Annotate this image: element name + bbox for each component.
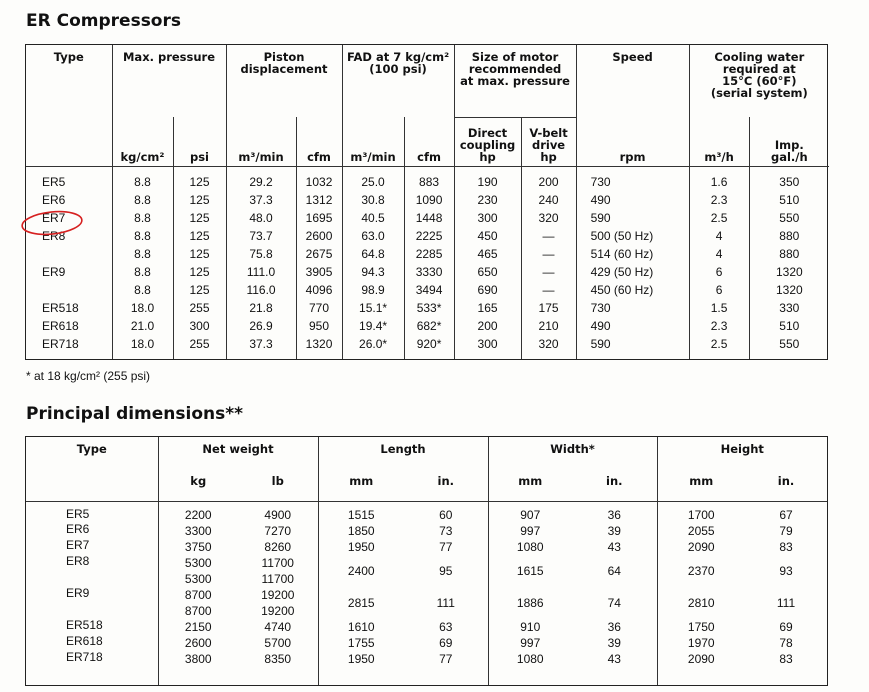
- compressors-table: [25, 44, 828, 360]
- cell-w-mm: 1615: [516, 564, 544, 579]
- cell-pd-m3: 116.0: [226, 281, 296, 299]
- cell-kg: 8.8: [112, 263, 173, 281]
- cell-m3h: 1.5: [689, 299, 749, 317]
- table-row: [26, 167, 829, 191]
- cell-len-mm: 1950: [347, 540, 375, 555]
- cell-len-in: 60: [404, 501, 488, 523]
- cell-len-mm: 2815: [347, 596, 375, 611]
- cell-pd-cfm: 950: [296, 317, 342, 335]
- header-motor: Size of motor recommended at max. pressure: [454, 45, 576, 117]
- unit-psi: psi: [173, 117, 226, 167]
- cell-vbelt: —: [521, 227, 576, 245]
- cell-gal: 550: [779, 210, 800, 225]
- cell-pd-m3: 111.0: [226, 263, 296, 281]
- cell-fad-m3: 63.0: [342, 227, 404, 245]
- table-row: [26, 317, 829, 335]
- cell-w-in: 39: [572, 635, 657, 651]
- cell-len-in: 69: [404, 635, 488, 651]
- cell-direct: 165: [454, 299, 521, 317]
- cell-m3h: 4: [689, 245, 749, 263]
- cell-fad-cfm: 2285: [404, 245, 454, 263]
- cell-pd-m3: 37.3: [226, 191, 296, 209]
- table-row: [26, 209, 829, 227]
- table-row: [26, 651, 827, 667]
- cell-h-mm: 2090: [687, 652, 715, 667]
- cell-fad-cfm: 2225: [404, 227, 454, 245]
- cell-pd-m3: 37.3: [226, 335, 296, 353]
- cell-pd-cfm: 1695: [296, 209, 342, 227]
- cell-w-in: 64: [572, 555, 657, 587]
- header-imp-gal: Imp. gal./h: [749, 117, 829, 167]
- cell-lb: 8350: [238, 651, 318, 667]
- cell-fad-cfm: 3330: [404, 263, 454, 281]
- unit-cfm: cfm: [296, 117, 342, 167]
- cell-m3h: 1.6: [689, 167, 749, 191]
- cell-lb: 19200: [238, 587, 318, 603]
- table-row: [26, 635, 827, 651]
- cell-w-mm: 907: [520, 508, 541, 523]
- cell-vbelt: 320: [521, 335, 576, 353]
- cell-w-in: 36: [572, 619, 657, 635]
- cell-fad-m3: 19.4*: [342, 317, 404, 335]
- cell-kg: 5300: [184, 556, 212, 571]
- cell-w-mm: 1886: [516, 596, 544, 611]
- cell-psi: 125: [173, 245, 226, 263]
- dim-header-height: Height: [720, 442, 764, 457]
- cell-vbelt: 210: [521, 317, 576, 335]
- cell-w-mm: 910: [520, 620, 541, 635]
- cell-len-mm: 1755: [347, 636, 375, 651]
- cell-gal: 510: [779, 318, 800, 333]
- cell-pd-m3: 21.8: [226, 299, 296, 317]
- table-row: [26, 263, 829, 281]
- cell-gal: 350: [779, 175, 800, 190]
- cell-psi: 125: [173, 263, 226, 281]
- cell-fad-cfm: 3494: [404, 281, 454, 299]
- cell-h-mm: 2055: [687, 524, 715, 539]
- table-row: [26, 335, 829, 353]
- cell-kg: 3800: [184, 652, 212, 667]
- header-cooling: Cooling water required at 15°C (60°F) (serial system): [710, 50, 808, 100]
- unit-cfm-fad: cfm: [404, 117, 454, 167]
- cell-fad-m3: 30.8: [342, 191, 404, 209]
- cell-type: ER7: [26, 209, 112, 227]
- header-speed: Speed: [576, 45, 689, 117]
- header-max-pressure: Max. pressure: [112, 45, 226, 117]
- cell-lb: 11700: [238, 571, 318, 587]
- cell-h-mm: 1700: [687, 508, 715, 523]
- dim-unit-kg: kg: [158, 461, 238, 501]
- cell-psi: 125: [173, 281, 226, 299]
- header-piston: Piston displacement: [226, 45, 342, 117]
- cell-kg: 18.0: [112, 299, 173, 317]
- cell-vbelt: 200: [521, 167, 576, 191]
- cell-gal: 510: [779, 192, 800, 207]
- cell-rpm: 590: [576, 335, 689, 353]
- table-row: [26, 245, 829, 263]
- cell-type: ER7: [26, 539, 158, 555]
- unit-kgcm: kg/cm²: [112, 117, 173, 167]
- table-row: [26, 281, 829, 299]
- cell-fad-m3: 94.3: [342, 263, 404, 281]
- cell-pd-m3: 29.2: [226, 167, 296, 191]
- cell-h-in: 78: [779, 636, 793, 651]
- cell-type: ER6: [26, 191, 112, 209]
- cell-h-in: 83: [779, 540, 793, 555]
- cell-pd-m3: 26.9: [226, 317, 296, 335]
- dim-unit-in-height: in.: [745, 461, 827, 501]
- cell-fad-cfm: 1090: [404, 191, 454, 209]
- cell-vbelt: —: [521, 245, 576, 263]
- cell-len-in: 63: [404, 619, 488, 635]
- cell-len-in: 111: [404, 587, 488, 619]
- cell-gal: 1320: [775, 264, 803, 279]
- cell-type: ER518: [26, 299, 112, 317]
- header-direct-coupling: Direct coupling hp: [454, 117, 521, 167]
- cell-kg: 8700: [184, 588, 212, 603]
- unit-m3min: m³/min: [226, 117, 296, 167]
- cell-psi: 255: [173, 335, 226, 353]
- cell-vbelt: —: [521, 263, 576, 281]
- cell-fad-cfm: 533*: [404, 299, 454, 317]
- cell-type: [26, 281, 112, 299]
- dimensions-table: [25, 436, 828, 686]
- table-row: [26, 227, 829, 245]
- cell-kg: 2200: [184, 508, 212, 523]
- cell-h-in: 67: [779, 508, 793, 523]
- cell-fad-m3: 26.0*: [342, 335, 404, 353]
- dimensions-body: [26, 501, 827, 685]
- cell-gal: 1320: [775, 282, 803, 297]
- cell-lb: 4740: [238, 619, 318, 635]
- cell-pd-cfm: 1312: [296, 191, 342, 209]
- cell-w-in: 74: [572, 587, 657, 619]
- cell-pd-cfm: 1032: [296, 167, 342, 191]
- cell-type: ER718: [26, 651, 158, 667]
- cell-h-in: 83: [779, 652, 793, 667]
- cell-kg: 2600: [184, 636, 212, 651]
- cell-direct: 465: [454, 245, 521, 263]
- cell-m3h: 2.5: [689, 335, 749, 353]
- cell-fad-cfm: 1448: [404, 209, 454, 227]
- unit-m3min-fad: m³/min: [342, 117, 404, 167]
- cell-lb: 19200: [238, 603, 318, 619]
- cell-kg: 8.8: [112, 191, 173, 209]
- cell-rpm: 500 (50 Hz): [576, 227, 689, 245]
- table-row: [26, 299, 829, 317]
- cell-psi: 125: [173, 209, 226, 227]
- unit-m3h: m³/h: [689, 117, 749, 167]
- dim-header-width: Width*: [488, 437, 657, 461]
- cell-m3h: 2.3: [689, 317, 749, 335]
- compressors-title: ER Compressors: [26, 11, 181, 31]
- cell-gal: 550: [779, 336, 800, 351]
- cell-pd-cfm: 4096: [296, 281, 342, 299]
- cell-psi: 125: [173, 167, 226, 191]
- cell-h-mm: 1970: [687, 636, 715, 651]
- cell-w-mm: 997: [520, 636, 541, 651]
- cell-lb: 8260: [238, 539, 318, 555]
- cell-lb: 11700: [238, 555, 318, 571]
- dim-header-length: Length: [318, 437, 488, 461]
- cell-rpm: 490: [576, 317, 689, 335]
- cell-h-in: 69: [779, 620, 793, 635]
- cell-vbelt: 175: [521, 299, 576, 317]
- cell-lb: 7270: [238, 523, 318, 539]
- table-row: [26, 587, 827, 603]
- cell-m3h: 2.5: [689, 209, 749, 227]
- cell-pd-m3: 48.0: [226, 209, 296, 227]
- cell-len-mm: 2400: [347, 564, 375, 579]
- cell-fad-m3: 25.0: [342, 167, 404, 191]
- cell-w-mm: 997: [520, 524, 541, 539]
- cell-pd-m3: 73.7: [226, 227, 296, 245]
- cell-h-mm: 2810: [687, 596, 715, 611]
- cell-m3h: 4: [689, 227, 749, 245]
- cell-h-mm: 2090: [687, 540, 715, 555]
- cell-len-mm: 1850: [347, 524, 375, 539]
- cell-h-in: 93: [779, 564, 793, 579]
- cell-len-mm: 1950: [347, 652, 375, 667]
- cell-h-in: 79: [779, 524, 793, 539]
- cell-direct: 200: [454, 317, 521, 335]
- cell-fad-m3: 98.9: [342, 281, 404, 299]
- cell-kg: 8.8: [112, 245, 173, 263]
- cell-fad-cfm: 920*: [404, 335, 454, 353]
- cell-len-in: 77: [404, 651, 488, 667]
- dim-unit-in-length: in.: [404, 461, 488, 501]
- cell-rpm: 450 (60 Hz): [576, 281, 689, 299]
- cell-type: ER9: [26, 587, 158, 619]
- dim-unit-mm-height: mm: [657, 461, 745, 501]
- cell-w-in: 43: [572, 651, 657, 667]
- cell-len-mm: 1610: [347, 620, 375, 635]
- cell-type: ER9: [26, 263, 112, 281]
- cell-kg: 8.8: [112, 209, 173, 227]
- cell-len-in: 77: [404, 539, 488, 555]
- cell-rpm: 590: [576, 209, 689, 227]
- cell-rpm: 730: [576, 167, 689, 191]
- dim-unit-mm-length: mm: [318, 461, 404, 501]
- cell-direct: 690: [454, 281, 521, 299]
- cell-fad-m3: 64.8: [342, 245, 404, 263]
- unit-rpm: rpm: [576, 117, 689, 167]
- cell-gal: 330: [779, 300, 800, 315]
- cell-type: ER6: [26, 523, 158, 539]
- cell-pd-cfm: 770: [296, 299, 342, 317]
- cell-direct: 230: [454, 191, 521, 209]
- cell-rpm: 730: [576, 299, 689, 317]
- cell-kg: 8.8: [112, 227, 173, 245]
- cell-psi: 125: [173, 191, 226, 209]
- cell-type: ER5: [26, 167, 112, 191]
- cell-m3h: 6: [689, 281, 749, 299]
- cell-len-in: 95: [404, 555, 488, 587]
- cell-pd-cfm: 2675: [296, 245, 342, 263]
- cell-vbelt: 320: [521, 209, 576, 227]
- table-row: [26, 539, 827, 555]
- cell-w-in: 39: [572, 523, 657, 539]
- cell-h-mm: 2370: [687, 564, 715, 579]
- cell-type: ER5: [26, 501, 158, 523]
- cell-h-in: 111: [776, 596, 796, 611]
- table-row: [26, 619, 827, 635]
- cell-fad-cfm: 682*: [404, 317, 454, 335]
- cell-type: ER8: [26, 555, 158, 587]
- cell-kg: 8700: [184, 604, 212, 619]
- cell-fad-cfm: 883: [404, 167, 454, 191]
- cell-h-mm: 1750: [687, 620, 715, 635]
- dim-header-net-weight: Net weight: [158, 437, 318, 461]
- dimensions-title: Principal dimensions**: [26, 404, 244, 424]
- table-row: [26, 501, 827, 523]
- table-row: [26, 555, 827, 571]
- cell-rpm: 514 (60 Hz): [576, 245, 689, 263]
- cell-direct: 300: [454, 209, 521, 227]
- cell-direct: 650: [454, 263, 521, 281]
- cell-vbelt: —: [521, 281, 576, 299]
- cell-pd-m3: 75.8: [226, 245, 296, 263]
- cell-kg: 8.8: [112, 167, 173, 191]
- cell-pd-cfm: 3905: [296, 263, 342, 281]
- cell-type: ER618: [26, 635, 158, 651]
- table-row: [26, 523, 827, 539]
- cell-w-in: 36: [572, 501, 657, 523]
- cell-kg: 5300: [184, 572, 212, 587]
- cell-lb: 5700: [238, 635, 318, 651]
- header-fad: FAD at 7 kg/cm² (100 psi): [342, 45, 454, 117]
- cell-gal: 880: [779, 246, 800, 261]
- cell-kg: 18.0: [112, 335, 173, 353]
- cell-kg: 21.0: [112, 317, 173, 335]
- cell-type: ER8: [26, 227, 112, 245]
- dim-unit-in-width: in.: [572, 461, 657, 501]
- compressors-body: [26, 167, 829, 359]
- cell-direct: 300: [454, 335, 521, 353]
- dim-unit-lb: lb: [238, 461, 318, 501]
- cell-kg: 8.8: [112, 281, 173, 299]
- cell-w-mm: 1080: [516, 540, 544, 555]
- dim-header-type: Type: [26, 437, 158, 461]
- dim-unit-mm-width: mm: [488, 461, 572, 501]
- cell-direct: 190: [454, 167, 521, 191]
- cell-direct: 450: [454, 227, 521, 245]
- cell-w-mm: 1080: [516, 652, 544, 667]
- cell-len-in: 73: [404, 523, 488, 539]
- header-vbelt: V-belt drive hp: [521, 117, 576, 167]
- cell-pd-cfm: 1320: [296, 335, 342, 353]
- table-row: [26, 191, 829, 209]
- cell-len-mm: 1515: [347, 508, 375, 523]
- compressors-footnote: * at 18 kg/cm² (255 psi): [26, 369, 151, 383]
- cell-fad-m3: 40.5: [342, 209, 404, 227]
- cell-rpm: 429 (50 Hz): [576, 263, 689, 281]
- cell-type: ER518: [26, 619, 158, 635]
- cell-gal: 880: [779, 228, 800, 243]
- cell-rpm: 490: [576, 191, 689, 209]
- cell-kg: 3300: [184, 524, 212, 539]
- cell-psi: 300: [173, 317, 226, 335]
- cell-type: ER618: [26, 317, 112, 335]
- header-type: Type: [26, 45, 112, 117]
- cell-kg: 2150: [184, 620, 212, 635]
- cell-psi: 255: [173, 299, 226, 317]
- cell-fad-m3: 15.1*: [342, 299, 404, 317]
- cell-kg: 3750: [184, 540, 212, 555]
- cell-lb: 4900: [238, 501, 318, 523]
- cell-m3h: 6: [689, 263, 749, 281]
- cell-pd-cfm: 2600: [296, 227, 342, 245]
- cell-type: ER718: [26, 335, 112, 353]
- cell-type: [26, 245, 112, 263]
- cell-psi: 125: [173, 227, 226, 245]
- cell-w-in: 43: [572, 539, 657, 555]
- cell-m3h: 2.3: [689, 191, 749, 209]
- cell-vbelt: 240: [521, 191, 576, 209]
